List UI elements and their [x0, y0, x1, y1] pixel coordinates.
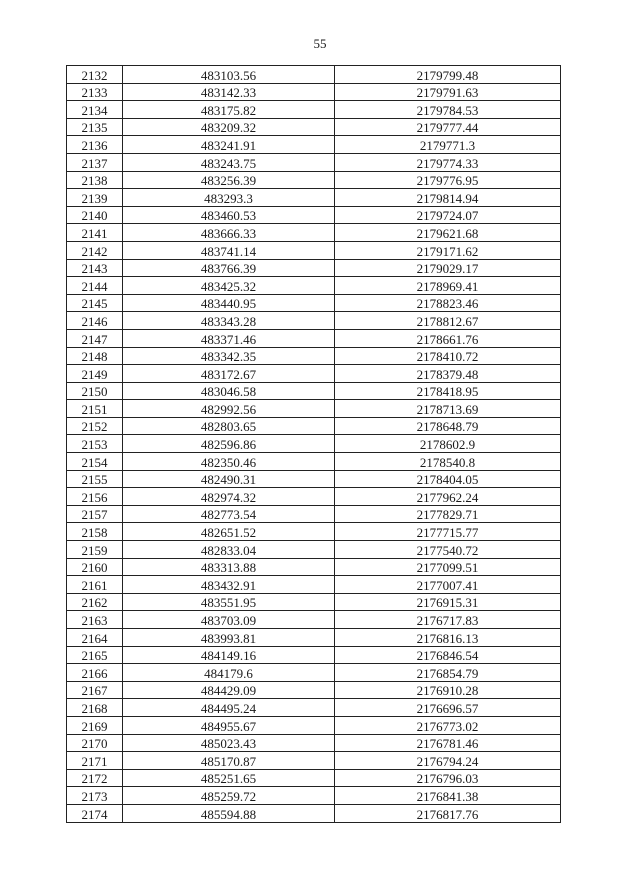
- x-coordinate-cell: 483551.95: [123, 593, 335, 611]
- y-coordinate-cell: 2176841.38: [335, 787, 561, 805]
- x-coordinate-cell: 485251.65: [123, 769, 335, 787]
- table-row: [67, 118, 561, 136]
- point-id-cell: 2174: [67, 804, 123, 822]
- y-coordinate-cell: 2178404.05: [335, 470, 561, 488]
- point-id-cell: 2157: [67, 505, 123, 523]
- table-row: [67, 171, 561, 189]
- point-id-cell: 2164: [67, 629, 123, 647]
- point-id-cell: 2132: [67, 66, 123, 84]
- table-row: [67, 294, 561, 312]
- point-id-cell: 2166: [67, 664, 123, 682]
- table-row: [67, 277, 561, 295]
- x-coordinate-cell: 483209.32: [123, 118, 335, 136]
- table-row: [67, 752, 561, 770]
- x-coordinate-cell: 483313.88: [123, 558, 335, 576]
- table-row: [67, 400, 561, 418]
- table-row: [67, 664, 561, 682]
- y-coordinate-cell: 2178379.48: [335, 365, 561, 383]
- x-coordinate-cell: 485259.72: [123, 787, 335, 805]
- y-coordinate-cell: 2176717.83: [335, 611, 561, 629]
- y-coordinate-cell: 2178602.9: [335, 435, 561, 453]
- table-row: [67, 576, 561, 594]
- table-row: [67, 153, 561, 171]
- y-coordinate-cell: 2176846.54: [335, 646, 561, 664]
- y-coordinate-cell: 2179029.17: [335, 259, 561, 277]
- y-coordinate-cell: 2179724.07: [335, 206, 561, 224]
- x-coordinate-cell: 485170.87: [123, 752, 335, 770]
- point-id-cell: 2165: [67, 646, 123, 664]
- table-row: [67, 787, 561, 805]
- y-coordinate-cell: 2177715.77: [335, 523, 561, 541]
- x-coordinate-cell: 484179.6: [123, 664, 335, 682]
- y-coordinate-cell: 2176794.24: [335, 752, 561, 770]
- point-id-cell: 2148: [67, 347, 123, 365]
- x-coordinate-cell: 483432.91: [123, 576, 335, 594]
- x-coordinate-cell: 485594.88: [123, 804, 335, 822]
- y-coordinate-cell: 2178812.67: [335, 312, 561, 330]
- y-coordinate-cell: 2179784.53: [335, 101, 561, 119]
- coordinate-table-body: [67, 66, 561, 823]
- table-row: [67, 541, 561, 559]
- x-coordinate-cell: 483343.28: [123, 312, 335, 330]
- y-coordinate-cell: 2179171.62: [335, 241, 561, 259]
- x-coordinate-cell: 482833.04: [123, 541, 335, 559]
- x-coordinate-cell: 483342.35: [123, 347, 335, 365]
- table-row: [67, 259, 561, 277]
- point-id-cell: 2162: [67, 593, 123, 611]
- point-id-cell: 2146: [67, 312, 123, 330]
- table-row: [67, 101, 561, 119]
- x-coordinate-cell: 484149.16: [123, 646, 335, 664]
- point-id-cell: 2170: [67, 734, 123, 752]
- table-row: [67, 241, 561, 259]
- y-coordinate-cell: 2176696.57: [335, 699, 561, 717]
- table-row: [67, 470, 561, 488]
- x-coordinate-cell: 482803.65: [123, 417, 335, 435]
- table-row: [67, 453, 561, 471]
- x-coordinate-cell: 482992.56: [123, 400, 335, 418]
- y-coordinate-cell: 2179791.63: [335, 83, 561, 101]
- table-row: [67, 417, 561, 435]
- point-id-cell: 2150: [67, 382, 123, 400]
- point-id-cell: 2141: [67, 224, 123, 242]
- table-row: [67, 804, 561, 822]
- table-row: [67, 558, 561, 576]
- y-coordinate-cell: 2178648.79: [335, 417, 561, 435]
- table-row: [67, 329, 561, 347]
- x-coordinate-cell: 484955.67: [123, 716, 335, 734]
- table-row: [67, 681, 561, 699]
- point-id-cell: 2134: [67, 101, 123, 119]
- x-coordinate-cell: 483103.56: [123, 66, 335, 84]
- point-id-cell: 2168: [67, 699, 123, 717]
- point-id-cell: 2152: [67, 417, 123, 435]
- point-id-cell: 2133: [67, 83, 123, 101]
- point-id-cell: 2171: [67, 752, 123, 770]
- y-coordinate-cell: 2177007.41: [335, 576, 561, 594]
- coordinate-table: [66, 65, 561, 823]
- x-coordinate-cell: 482490.31: [123, 470, 335, 488]
- y-coordinate-cell: 2178540.8: [335, 453, 561, 471]
- x-coordinate-cell: 483703.09: [123, 611, 335, 629]
- y-coordinate-cell: 2176854.79: [335, 664, 561, 682]
- page-number: 55: [313, 36, 327, 51]
- table-row: [67, 435, 561, 453]
- point-id-cell: 2135: [67, 118, 123, 136]
- table-row: [67, 347, 561, 365]
- point-id-cell: 2136: [67, 136, 123, 154]
- table-row: [67, 136, 561, 154]
- y-coordinate-cell: 2178410.72: [335, 347, 561, 365]
- x-coordinate-cell: 483425.32: [123, 277, 335, 295]
- table-row: [67, 769, 561, 787]
- x-coordinate-cell: 483741.14: [123, 241, 335, 259]
- table-row: [67, 312, 561, 330]
- x-coordinate-cell: 483172.67: [123, 365, 335, 383]
- x-coordinate-cell: 484495.24: [123, 699, 335, 717]
- table-row: [67, 734, 561, 752]
- x-coordinate-cell: 483766.39: [123, 259, 335, 277]
- x-coordinate-cell: 483142.33: [123, 83, 335, 101]
- x-coordinate-cell: 483293.3: [123, 189, 335, 207]
- y-coordinate-cell: 2176816.13: [335, 629, 561, 647]
- y-coordinate-cell: 2179777.44: [335, 118, 561, 136]
- point-id-cell: 2169: [67, 716, 123, 734]
- y-coordinate-cell: 2178823.46: [335, 294, 561, 312]
- y-coordinate-cell: 2178969.41: [335, 277, 561, 295]
- point-id-cell: 2154: [67, 453, 123, 471]
- point-id-cell: 2143: [67, 259, 123, 277]
- table-row: [67, 611, 561, 629]
- x-coordinate-cell: 482651.52: [123, 523, 335, 541]
- point-id-cell: 2163: [67, 611, 123, 629]
- point-id-cell: 2167: [67, 681, 123, 699]
- y-coordinate-cell: 2179621.68: [335, 224, 561, 242]
- table-row: [67, 206, 561, 224]
- x-coordinate-cell: 483993.81: [123, 629, 335, 647]
- x-coordinate-cell: 483243.75: [123, 153, 335, 171]
- point-id-cell: 2161: [67, 576, 123, 594]
- table-row: [67, 66, 561, 84]
- table-row: [67, 699, 561, 717]
- x-coordinate-cell: 483175.82: [123, 101, 335, 119]
- y-coordinate-cell: 2176796.03: [335, 769, 561, 787]
- y-coordinate-cell: 2177540.72: [335, 541, 561, 559]
- x-coordinate-cell: 482596.86: [123, 435, 335, 453]
- x-coordinate-cell: 483046.58: [123, 382, 335, 400]
- point-id-cell: 2138: [67, 171, 123, 189]
- y-coordinate-cell: 2178418.95: [335, 382, 561, 400]
- x-coordinate-cell: 483666.33: [123, 224, 335, 242]
- x-coordinate-cell: 483241.91: [123, 136, 335, 154]
- point-id-cell: 2149: [67, 365, 123, 383]
- y-coordinate-cell: 2176773.02: [335, 716, 561, 734]
- y-coordinate-cell: 2176781.46: [335, 734, 561, 752]
- point-id-cell: 2158: [67, 523, 123, 541]
- table-row: [67, 365, 561, 383]
- point-id-cell: 2139: [67, 189, 123, 207]
- point-id-cell: 2151: [67, 400, 123, 418]
- point-id-cell: 2155: [67, 470, 123, 488]
- y-coordinate-cell: 2178661.76: [335, 329, 561, 347]
- y-coordinate-cell: 2178713.69: [335, 400, 561, 418]
- x-coordinate-cell: 482350.46: [123, 453, 335, 471]
- table-row: [67, 505, 561, 523]
- y-coordinate-cell: 2176915.31: [335, 593, 561, 611]
- point-id-cell: 2159: [67, 541, 123, 559]
- table-row: [67, 716, 561, 734]
- point-id-cell: 2142: [67, 241, 123, 259]
- table-row: [67, 224, 561, 242]
- x-coordinate-cell: 483256.39: [123, 171, 335, 189]
- x-coordinate-cell: 484429.09: [123, 681, 335, 699]
- x-coordinate-cell: 483371.46: [123, 329, 335, 347]
- y-coordinate-cell: 2179771.3: [335, 136, 561, 154]
- y-coordinate-cell: 2179774.33: [335, 153, 561, 171]
- x-coordinate-cell: 483460.53: [123, 206, 335, 224]
- table-row: [67, 646, 561, 664]
- y-coordinate-cell: 2176910.28: [335, 681, 561, 699]
- point-id-cell: 2144: [67, 277, 123, 295]
- y-coordinate-cell: 2177962.24: [335, 488, 561, 506]
- y-coordinate-cell: 2177099.51: [335, 558, 561, 576]
- x-coordinate-cell: 482974.32: [123, 488, 335, 506]
- point-id-cell: 2147: [67, 329, 123, 347]
- point-id-cell: 2137: [67, 153, 123, 171]
- table-row: [67, 189, 561, 207]
- y-coordinate-cell: 2176817.76: [335, 804, 561, 822]
- point-id-cell: 2140: [67, 206, 123, 224]
- y-coordinate-cell: 2177829.71: [335, 505, 561, 523]
- point-id-cell: 2156: [67, 488, 123, 506]
- point-id-cell: 2172: [67, 769, 123, 787]
- x-coordinate-cell: 482773.54: [123, 505, 335, 523]
- x-coordinate-cell: 483440.95: [123, 294, 335, 312]
- x-coordinate-cell: 485023.43: [123, 734, 335, 752]
- y-coordinate-cell: 2179814.94: [335, 189, 561, 207]
- table-row: [67, 523, 561, 541]
- point-id-cell: 2153: [67, 435, 123, 453]
- point-id-cell: 2145: [67, 294, 123, 312]
- table-row: [67, 83, 561, 101]
- point-id-cell: 2160: [67, 558, 123, 576]
- point-id-cell: 2173: [67, 787, 123, 805]
- table-row: [67, 593, 561, 611]
- table-row: [67, 382, 561, 400]
- table-row: [67, 488, 561, 506]
- table-row: [67, 629, 561, 647]
- y-coordinate-cell: 2179776.95: [335, 171, 561, 189]
- y-coordinate-cell: 2179799.48: [335, 66, 561, 84]
